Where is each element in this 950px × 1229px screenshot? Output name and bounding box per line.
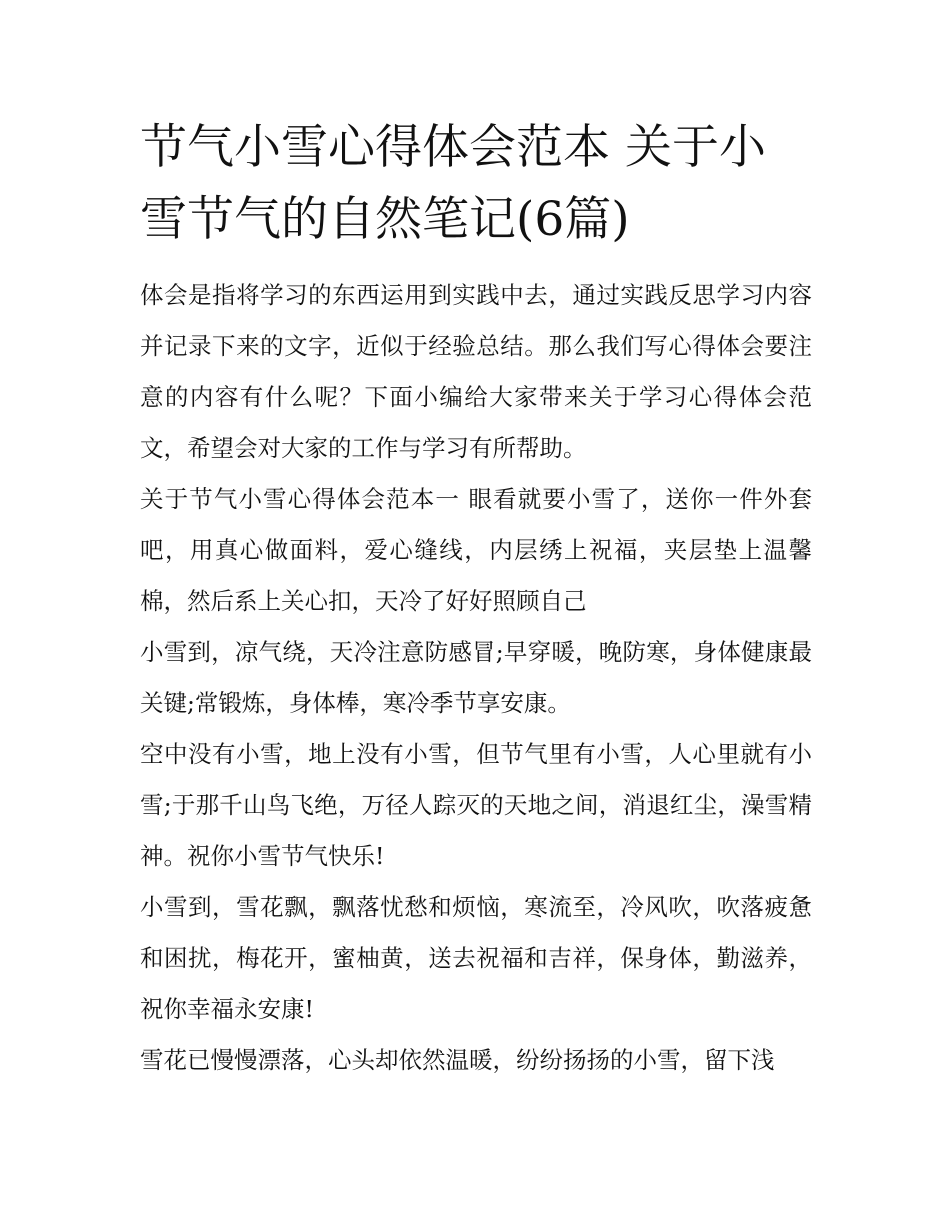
- document-body: [140, 112, 812, 1086]
- paragraph-sample-one: 关于节气小雪心得体会范本一 眼看就要小雪了，送你一件外套吧，用真心做面料，爱心缝线，内层绣上祝福，夹层垫上温馨棉，然后系上关心扣，天冷了好好照顾自己: [140, 485, 812, 615]
- paragraph-snowflakes: 雪花已慢慢漂落，心头却依然温暖，纷纷扬扬的小雪，留下浅: [140, 1046, 775, 1074]
- paragraph-intro: 体会是指将学习的东西运用到实践中去，通过实践反思学习内容并记录下来的文字，近似于经验总结。那么我们写心得体会要注意的内容有什么呢？下面小编给大家带来关于学习心得体会范文，希望会对大家的工作与学习有所帮助。: [140, 281, 812, 462]
- paragraph-blessing: 小雪到，雪花飘，飘落忧愁和烦恼，寒流至，冷风吹，吹落疲惫和困扰，梅花开，蜜柚黄，送去祝福和吉祥，保身体，勤滋养，祝你幸福永安康!: [140, 893, 812, 1023]
- paragraph-cold-care: 小雪到，凉气绕，天冷注意防感冒;早穿暖，晚防寒，身体健康最关键;常锻炼，身体棒，寒冷季节享安康。: [140, 638, 812, 717]
- document-title: 节气小雪心得体会范本 关于小雪节气的自然笔记(6篇): [140, 120, 766, 247]
- paragraph-snow-spirit: 空中没有小雪，地上没有小雪，但节气里有小雪，人心里就有小雪;于那千山鸟飞绝，万径人踪灭的天地之间，消退红尘，澡雪精神。祝你小雪节气快乐!: [140, 740, 812, 870]
